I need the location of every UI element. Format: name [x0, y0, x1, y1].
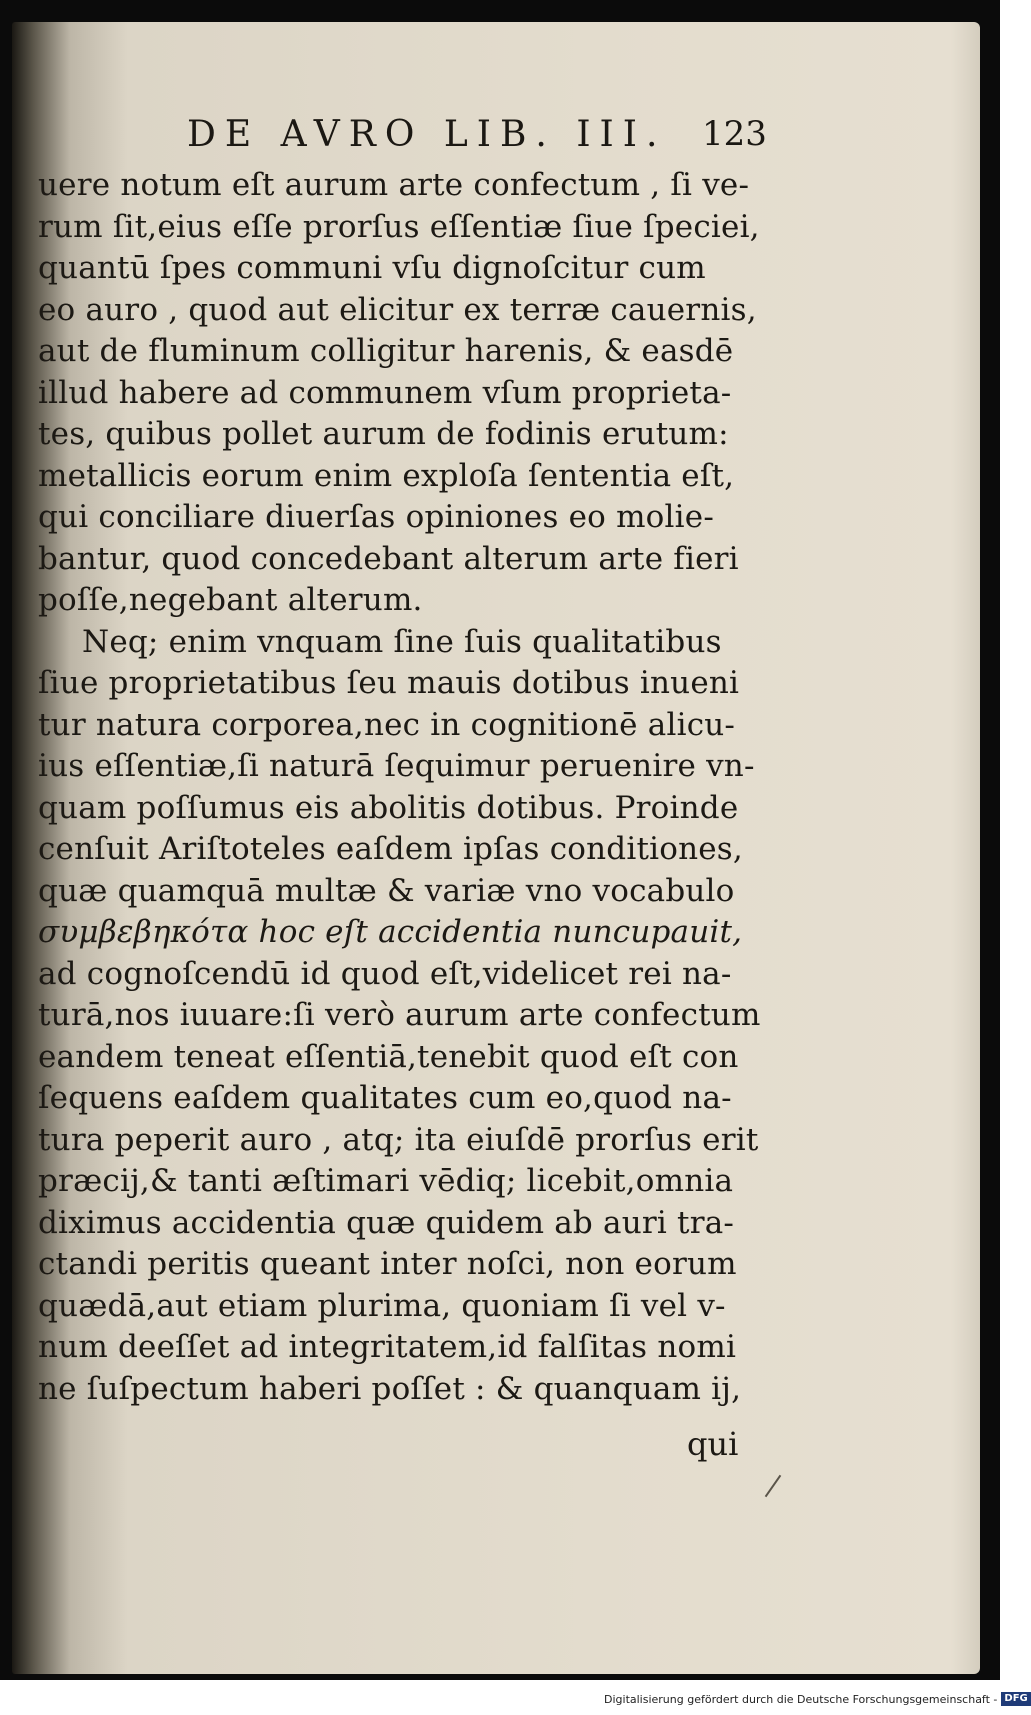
text-line: turā,nos iuuare:ſi verò aurum arte confectum [38, 997, 761, 1033]
text-line: ctandi peritis queant inter noſci, non eorum [38, 1246, 737, 1282]
text-line: num deeſſet ad integritatem,id falſitas nomi [38, 1329, 737, 1365]
digitization-credit [604, 1690, 1028, 1708]
pen-mark [765, 1475, 782, 1497]
text-line: Neq; enim vnquam ſine ſuis qualitatibus [82, 623, 722, 660]
text-line: cenſuit Ariſtoteles eaſdem ipſas conditiones, [38, 831, 743, 867]
text-line: tes, quibus pollet aurum de fodinis erutum: [38, 416, 729, 452]
text-line: ne ſuſpectum haberi poſſet : & quanquam ij, [38, 1370, 742, 1407]
text-line: ius eſſentiæ,ſi naturā ſequimur peruenire vn- [38, 748, 755, 784]
text-line: præcij,& tanti æſtimari vēdiq; licebit,omnia [38, 1163, 734, 1199]
text-line: aut de fluminum colligitur harenis, & easdē [38, 333, 734, 369]
text-line: qui conciliare diuerſas opiniones eo molie- [38, 499, 714, 535]
text-line: ad cognoſcendū id quod eſt,videlicet rei na- [38, 955, 732, 992]
credit-text: Digitalisierung gefördert durch die Deutsche Forschungsgemeinschaft - [604, 1692, 998, 1706]
text-line: ſiue proprietatibus ſeu mauis dotibus inueni [38, 665, 740, 701]
text-line: quædā,aut etiam plurima, quoniam ſi vel v- [38, 1287, 726, 1324]
catchword: qui [687, 1425, 739, 1463]
running-head: DE AVRO LIB. III. [187, 114, 667, 155]
text-line: quam poſſumus eis abolitis dotibus. Proinde [38, 789, 739, 826]
text-line: eandem teneat eſſentiā,tenebit quod eſt con [38, 1038, 739, 1075]
text-line: bantur, quod concedebant alterum arte fieri [38, 540, 739, 577]
text-line: ſequens eaſdem qualitates cum eo,quod na- [38, 1080, 732, 1116]
text-line: quæ quamquā multæ & variæ vno vocabulo [38, 872, 735, 909]
book-page [12, 22, 980, 1674]
text-line: quantū ſpes communi vſu dignoſcitur cum [38, 250, 706, 286]
text-line: tur natura corporea,nec in cognitionē alicu- [38, 706, 736, 743]
body-text [38, 165, 773, 1410]
text-line: rum ſit,eius eſſe prorſus eſſentiæ ſiue ſpeciei, [38, 208, 760, 245]
page-number: 123 [702, 114, 767, 154]
text-line: tura peperit auro , atq; ita eiuſdē prorſus erit [38, 1121, 759, 1158]
text-line: metallicis eorum enim exploſa ſententia eſt, [38, 457, 735, 494]
text-line: illud habere ad communem vſum proprieta- [38, 374, 732, 411]
text-line: diximus accidentia quæ quidem ab auri tra- [38, 1204, 735, 1241]
text-line: uere notum eſt aurum arte confectum , ſi ve- [38, 167, 750, 203]
text-line: poſſe,negebant alterum. [38, 582, 423, 618]
text-line: συμβεβηκότα hoc eſt accidentia nuncupauit, [38, 914, 743, 950]
dfg-logo: DFG [1001, 1692, 1030, 1706]
text-line: eo auro , quod aut elicitur ex terræ cauernis, [38, 291, 757, 328]
